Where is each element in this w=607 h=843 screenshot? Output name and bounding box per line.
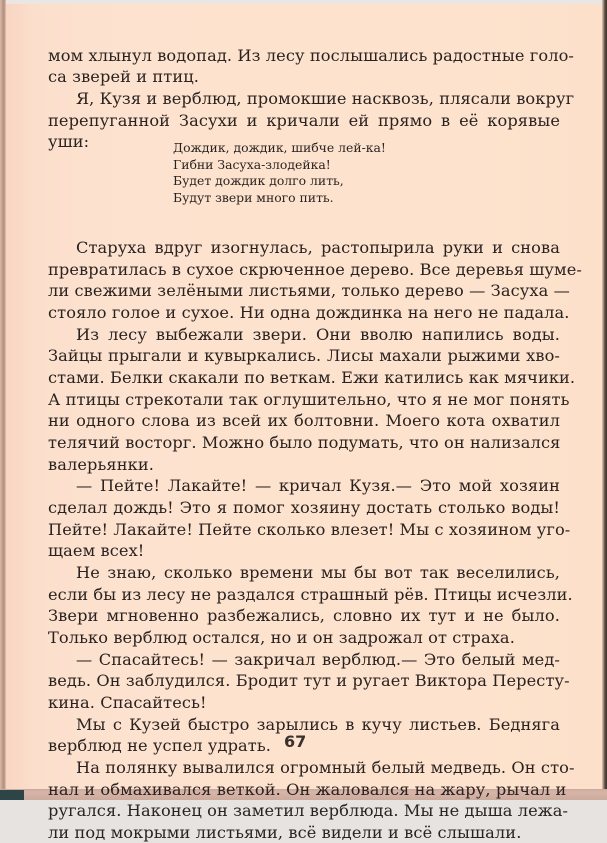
text-line: превратилась в сухое скрюченное дерево. Все деревья шуме-	[48, 260, 582, 279]
text-line: ни одного слова из всей их болтовни. Моего кота охватил	[48, 411, 560, 430]
text-line: Я, Кузя и верблюд, промокшие насквозь, плясали вокруг	[76, 89, 575, 108]
text-line: уши:	[48, 132, 90, 151]
poem-line: Будут звери много пить.	[173, 189, 334, 205]
poem-line: Будет дождик долго лить,	[173, 173, 344, 188]
text-line: — Пейте! Лакайте! — кричал Кузя.— Это мой хозяин	[76, 476, 560, 495]
text-line: Только верблюд остался, но и он задрожал от страха.	[48, 628, 515, 647]
text-line: ругался. Наконец он заметил верблюда. Мы не дыша лежа-	[48, 801, 569, 820]
text-line: щаем всех!	[48, 541, 145, 560]
text-line: Из лесу выбежали звери. Они вволю напились воды.	[76, 325, 560, 344]
text-line: Пейте! Лакайте! Пейте сколько влезет! Мы с хозяином уго-	[48, 520, 571, 539]
text-line: валерьянки.	[48, 455, 154, 474]
text-line: кина. Спасайтесь!	[48, 693, 207, 712]
text-line: Не знаю, сколько времени мы бы вот так веселились,	[76, 563, 560, 582]
text-line: ли под мокрыми листьями, всё видели и всё слышали.	[48, 823, 522, 842]
text-line: сделал дождь! Это я помог хозяину достать столько воды!	[48, 498, 560, 517]
poem-verse	[173, 140, 386, 206]
scanner-corner	[0, 790, 24, 800]
text-line: если бы из лесу не раздался страшный рёв. Птицы исчезли.	[48, 585, 573, 604]
poem-line: Дождик, дождик, шибче лей-ка!	[173, 140, 386, 155]
text-line: стами. Белки скакали по веткам. Ежи катились как мячики.	[48, 368, 576, 387]
text-line: стояло голое и сухое. Ни одна дождинка на него не падала.	[48, 303, 570, 322]
poem-line: Гибни Засуха-злодейка!	[173, 156, 331, 172]
text-line: А птицы стрекотали так оглушительно, что я не мог понять	[48, 390, 570, 409]
text-line: На полянку вывалился огромный белый медведь. Он сто-	[76, 758, 575, 777]
page-right-edge	[602, 0, 607, 800]
text-line: перепуганной Засухи и кричали ей прямо в её корявые	[48, 111, 560, 130]
text-line: мом хлынул водопад. Из лесу послышались радостные голо-	[48, 46, 575, 65]
page-number: 67	[284, 732, 307, 751]
text-line: Мы с Кузей быстро зарылись в кучу листьев. Бедняга	[76, 715, 560, 734]
text-line: нал и обмахивался веткой. Он жаловался на жару, рычал и	[48, 780, 567, 799]
text-line: ли свежими зелёными листьями, только дерево — Засуха —	[48, 281, 570, 300]
text-line: са зверей и птиц.	[48, 67, 199, 86]
text-line: ведь. Он заблудился. Бродит тут и ругает Виктора Пересту-	[48, 671, 570, 690]
text-line: телячий восторг. Можно было подумать, что он нализался	[48, 433, 561, 452]
book-spine-edge	[0, 0, 6, 800]
text-line: — Спасайтесь! — закричал верблюд.— Это белый мед-	[76, 650, 560, 669]
text-line: Старуха вдруг изогнулась, растопырила руки и снова	[76, 238, 560, 257]
text-line: верблюд не успел удрать.	[48, 736, 272, 755]
text-line: Зайцы прыгали и кувыркались. Лисы махали рыжими хво-	[48, 346, 560, 365]
text-line: Звери мгновенно разбежались, словно их тут и не было.	[48, 606, 560, 625]
